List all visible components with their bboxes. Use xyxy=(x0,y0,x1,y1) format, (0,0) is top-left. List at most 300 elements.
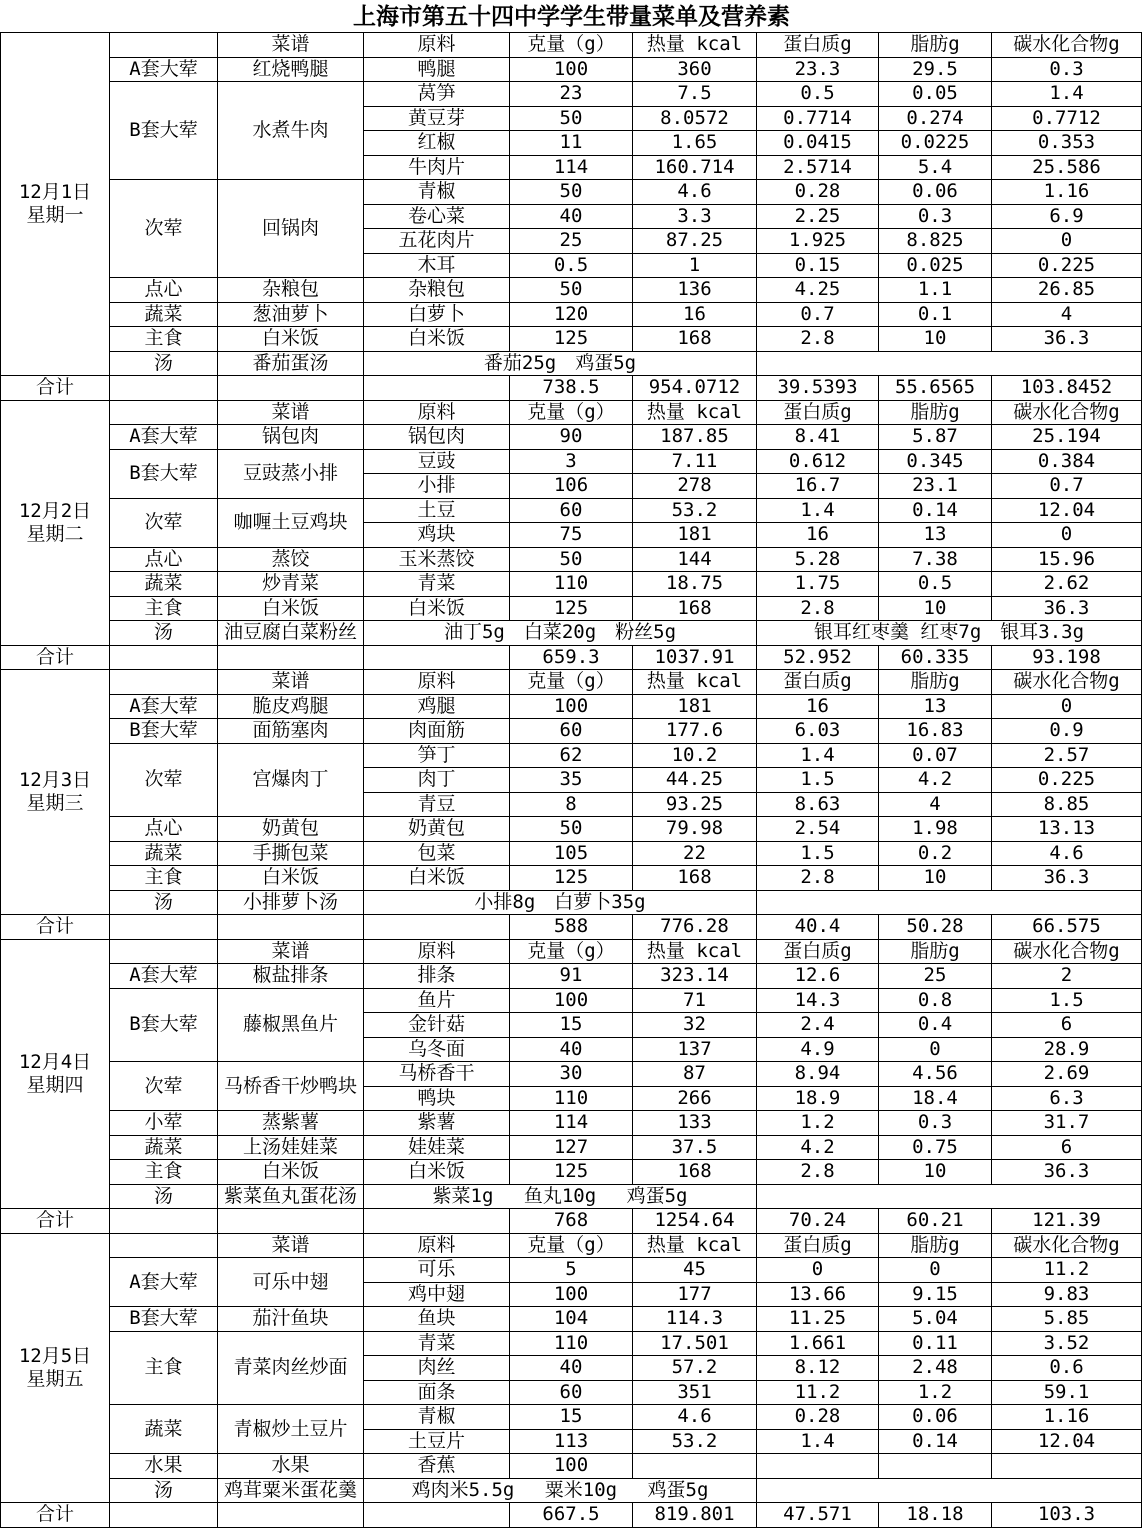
value-cell: 4.9 xyxy=(757,1037,879,1062)
dish-cell: 蒸饺 xyxy=(218,547,364,572)
dish-cell: 蒸紫薯 xyxy=(218,1111,364,1136)
ingredient-cell: 玉米蒸饺 xyxy=(364,547,510,572)
dish-cell: 杂粮包 xyxy=(218,278,364,303)
column-header: 原料 xyxy=(364,400,510,425)
value-cell: 100 xyxy=(510,1454,633,1479)
value-cell: 127 xyxy=(510,1135,633,1160)
value-cell: 1.661 xyxy=(757,1331,879,1356)
ingredient-cell: 鸭腿 xyxy=(364,57,510,82)
value-cell: 6.3 xyxy=(992,1086,1142,1111)
column-header: 热量 kcal xyxy=(633,400,757,425)
column-header: 热量 kcal xyxy=(633,33,757,58)
ingredient-row xyxy=(1,498,1142,523)
soup-category-cell: 汤 xyxy=(110,1478,218,1503)
value-cell: 0 xyxy=(992,523,1142,548)
ingredient-row xyxy=(1,841,1142,866)
value-cell: 60 xyxy=(510,498,633,523)
day-weekday: 星期二 xyxy=(26,522,84,545)
total-label: 合计 xyxy=(1,1503,110,1528)
value-cell: 36.3 xyxy=(992,327,1142,352)
dish-cell: 炒青菜 xyxy=(218,572,364,597)
ingredient-row xyxy=(1,817,1142,842)
value-cell: 278 xyxy=(633,474,757,499)
ingredient-cell: 奶黄包 xyxy=(364,817,510,842)
total-value-cell: 121.39 xyxy=(992,1209,1142,1234)
ingredient-cell: 牛肉片 xyxy=(364,155,510,180)
ingredient-cell: 鱼块 xyxy=(364,1307,510,1332)
total-value-cell: 47.571 xyxy=(757,1503,879,1528)
value-cell: 36.3 xyxy=(992,1160,1142,1185)
ingredient-cell: 鸭块 xyxy=(364,1086,510,1111)
total-value-cell: 103.8452 xyxy=(992,376,1142,401)
value-cell: 114 xyxy=(510,1111,633,1136)
total-label: 合计 xyxy=(1,915,110,940)
value-cell: 8 xyxy=(510,792,633,817)
value-cell: 60 xyxy=(510,719,633,744)
value-cell: 105 xyxy=(510,841,633,866)
value-cell: 0.8 xyxy=(879,988,992,1013)
ingredient-row xyxy=(1,82,1142,107)
ingredient-cell: 白萝卜 xyxy=(364,302,510,327)
total-value-cell: 1254.64 xyxy=(633,1209,757,1234)
ingredient-row xyxy=(1,1405,1142,1430)
value-cell: 10.2 xyxy=(633,743,757,768)
value-cell: 120 xyxy=(510,302,633,327)
value-cell: 0.353 xyxy=(992,131,1142,156)
ingredient-row xyxy=(1,1331,1142,1356)
dish-cell: 白米饭 xyxy=(218,1160,364,1185)
dish-cell: 青菜肉丝炒面 xyxy=(218,1331,364,1405)
dish-cell: 马桥香干炒鸭块 xyxy=(218,1062,364,1111)
value-cell: 160.714 xyxy=(633,155,757,180)
value-cell: 110 xyxy=(510,1086,633,1111)
value-cell: 168 xyxy=(633,327,757,352)
value-cell: 0.274 xyxy=(879,106,992,131)
category-cell: 次荤 xyxy=(110,1062,218,1111)
total-row xyxy=(1,376,1142,401)
day-date: 12月2日 xyxy=(18,499,92,522)
value-cell: 1 xyxy=(633,253,757,278)
total-value-cell: 776.28 xyxy=(633,915,757,940)
column-header: 克量（g） xyxy=(510,670,633,695)
dish-cell: 红烧鸭腿 xyxy=(218,57,364,82)
soup-dish-cell: 紫菜鱼丸蛋花汤 xyxy=(218,1184,364,1209)
day-date-cell xyxy=(1,400,110,645)
blank-cell xyxy=(110,1209,218,1234)
dish-cell: 上汤娃娃菜 xyxy=(218,1135,364,1160)
ingredient-cell: 马桥香干 xyxy=(364,1062,510,1087)
category-cell: A套大荤 xyxy=(110,57,218,82)
value-cell: 16.83 xyxy=(879,719,992,744)
column-header: 菜谱 xyxy=(218,670,364,695)
column-header: 菜谱 xyxy=(218,1233,364,1258)
value-cell: 50 xyxy=(510,278,633,303)
value-cell: 23.3 xyxy=(757,57,879,82)
dish-cell: 白米饭 xyxy=(218,596,364,621)
column-header: 原料 xyxy=(364,1233,510,1258)
value-cell: 125 xyxy=(510,327,633,352)
category-cell: A套大荤 xyxy=(110,1258,218,1307)
value-cell: 0.612 xyxy=(757,449,879,474)
total-value-cell: 18.18 xyxy=(879,1503,992,1528)
column-header: 热量 kcal xyxy=(633,939,757,964)
value-cell: 0.025 xyxy=(879,253,992,278)
value-cell: 60 xyxy=(510,1380,633,1405)
value-cell: 177 xyxy=(633,1282,757,1307)
value-cell: 23 xyxy=(510,82,633,107)
column-header: 热量 kcal xyxy=(633,670,757,695)
value-cell: 0.11 xyxy=(879,1331,992,1356)
category-cell: 蔬菜 xyxy=(110,302,218,327)
value-cell: 40 xyxy=(510,1037,633,1062)
value-cell: 0.3 xyxy=(879,1111,992,1136)
value-cell: 2.69 xyxy=(992,1062,1142,1087)
value-cell: 0.5 xyxy=(757,82,879,107)
value-cell: 125 xyxy=(510,596,633,621)
ingredient-cell: 黄豆芽 xyxy=(364,106,510,131)
category-cell: 蔬菜 xyxy=(110,1135,218,1160)
ingredient-row xyxy=(1,1111,1142,1136)
soup-desc-cell: 紫菜1g 鱼丸10g 鸡蛋5g xyxy=(364,1184,757,1209)
column-header: 原料 xyxy=(364,33,510,58)
ingredient-cell: 肉面筋 xyxy=(364,719,510,744)
category-cell: B套大荤 xyxy=(110,1307,218,1332)
value-cell: 25 xyxy=(879,964,992,989)
value-cell: 100 xyxy=(510,988,633,1013)
total-label: 合计 xyxy=(1,1209,110,1234)
value-cell: 4.6 xyxy=(633,180,757,205)
total-value-cell: 659.3 xyxy=(510,645,633,670)
value-cell: 113 xyxy=(510,1429,633,1454)
column-header: 碳水化合物g xyxy=(992,670,1142,695)
value-cell: 1.16 xyxy=(992,180,1142,205)
value-cell: 14.3 xyxy=(757,988,879,1013)
value-cell: 1.16 xyxy=(992,1405,1142,1430)
ingredient-row xyxy=(1,988,1142,1013)
value-cell: 10 xyxy=(879,1160,992,1185)
value-cell: 0.2 xyxy=(879,841,992,866)
column-header: 蛋白质g xyxy=(757,939,879,964)
category-cell: 点心 xyxy=(110,278,218,303)
ingredient-cell: 紫薯 xyxy=(364,1111,510,1136)
ingredient-cell: 豆豉 xyxy=(364,449,510,474)
total-value-cell: 819.801 xyxy=(633,1503,757,1528)
category-cell: 主食 xyxy=(110,596,218,621)
ingredient-cell: 面条 xyxy=(364,1380,510,1405)
category-cell: 点心 xyxy=(110,817,218,842)
value-cell: 0.225 xyxy=(992,253,1142,278)
ingredient-cell: 青菜 xyxy=(364,1331,510,1356)
value-cell: 181 xyxy=(633,694,757,719)
value-cell: 168 xyxy=(633,866,757,891)
value-cell: 2.4 xyxy=(757,1013,879,1038)
value-cell: 4 xyxy=(879,792,992,817)
blank-cell xyxy=(218,1503,364,1528)
column-header: 碳水化合物g xyxy=(992,939,1142,964)
value-cell: 136 xyxy=(633,278,757,303)
column-header: 蛋白质g xyxy=(757,670,879,695)
value-cell: 93.25 xyxy=(633,792,757,817)
value-cell: 114.3 xyxy=(633,1307,757,1332)
ingredient-row xyxy=(1,866,1142,891)
day-header-row xyxy=(1,1233,1142,1258)
column-header: 蛋白质g xyxy=(757,400,879,425)
value-cell: 16 xyxy=(633,302,757,327)
value-cell: 22 xyxy=(633,841,757,866)
value-cell: 11 xyxy=(510,131,633,156)
value-cell: 2.48 xyxy=(879,1356,992,1381)
value-cell: 36.3 xyxy=(992,866,1142,891)
ingredient-row xyxy=(1,278,1142,303)
value-cell: 114 xyxy=(510,155,633,180)
column-header: 脂肪g xyxy=(879,1233,992,1258)
value-cell: 323.14 xyxy=(633,964,757,989)
value-cell: 1.5 xyxy=(992,988,1142,1013)
ingredient-cell: 小排 xyxy=(364,474,510,499)
value-cell: 1.2 xyxy=(879,1380,992,1405)
value-cell: 144 xyxy=(633,547,757,572)
ingredient-row xyxy=(1,1258,1142,1283)
ingredient-cell: 乌冬面 xyxy=(364,1037,510,1062)
category-cell: 蔬菜 xyxy=(110,1405,218,1454)
value-cell: 2.8 xyxy=(757,1160,879,1185)
total-value-cell: 52.952 xyxy=(757,645,879,670)
value-cell: 1.98 xyxy=(879,817,992,842)
category-cell: 次荤 xyxy=(110,743,218,817)
soup-category-cell: 汤 xyxy=(110,1184,218,1209)
value-cell: 10 xyxy=(879,596,992,621)
value-cell: 5.85 xyxy=(992,1307,1142,1332)
column-header: 热量 kcal xyxy=(633,1233,757,1258)
column-header: 脂肪g xyxy=(879,400,992,425)
column-header: 菜谱 xyxy=(218,939,364,964)
soup-desc-cell: 小排8g 白萝卜35g xyxy=(364,890,757,915)
category-cell: 点心 xyxy=(110,547,218,572)
value-cell: 100 xyxy=(510,57,633,82)
category-header-cell xyxy=(110,1233,218,1258)
value-cell: 5 xyxy=(510,1258,633,1283)
total-value-cell: 70.24 xyxy=(757,1209,879,1234)
blank-cell xyxy=(110,376,218,401)
soup-desc2-cell: 银耳红枣羹 红枣7g 银耳3.3g xyxy=(757,621,1142,646)
category-cell: 蔬菜 xyxy=(110,572,218,597)
dish-cell: 白米饭 xyxy=(218,327,364,352)
category-cell: B套大荤 xyxy=(110,82,218,180)
ingredient-cell: 白米饭 xyxy=(364,327,510,352)
total-value-cell: 954.0712 xyxy=(633,376,757,401)
day-date-cell xyxy=(1,33,110,376)
ingredient-row xyxy=(1,964,1142,989)
value-cell: 2.8 xyxy=(757,866,879,891)
day-weekday: 星期一 xyxy=(26,204,84,226)
value-cell: 100 xyxy=(510,694,633,719)
value-cell: 18.4 xyxy=(879,1086,992,1111)
ingredient-cell: 鸡块 xyxy=(364,523,510,548)
menu-nutrition-table xyxy=(0,32,1142,1528)
total-value-cell: 39.5393 xyxy=(757,376,879,401)
day-date: 12月5日 xyxy=(18,1344,92,1367)
ingredient-cell: 肉丝 xyxy=(364,1356,510,1381)
value-cell: 5.28 xyxy=(757,547,879,572)
value-cell: 1.4 xyxy=(757,743,879,768)
value-cell: 11.25 xyxy=(757,1307,879,1332)
value-cell: 4.25 xyxy=(757,278,879,303)
day-header-row xyxy=(1,33,1142,58)
column-header: 克量（g） xyxy=(510,1233,633,1258)
value-cell: 1.65 xyxy=(633,131,757,156)
value-cell: 4.56 xyxy=(879,1062,992,1087)
value-cell: 0.28 xyxy=(757,180,879,205)
category-cell: 次荤 xyxy=(110,498,218,547)
value-cell: 8.94 xyxy=(757,1062,879,1087)
day-header-row xyxy=(1,939,1142,964)
total-value-cell: 768 xyxy=(510,1209,633,1234)
category-header-cell xyxy=(110,33,218,58)
value-cell: 45 xyxy=(633,1258,757,1283)
value-cell: 4 xyxy=(992,302,1142,327)
ingredient-cell: 排条 xyxy=(364,964,510,989)
value-cell: 187.85 xyxy=(633,425,757,450)
value-cell: 26.85 xyxy=(992,278,1142,303)
value-cell: 137 xyxy=(633,1037,757,1062)
value-cell: 6 xyxy=(992,1135,1142,1160)
value-cell: 0.7 xyxy=(757,302,879,327)
ingredient-cell: 香蕉 xyxy=(364,1454,510,1479)
value-cell: 1.4 xyxy=(757,1429,879,1454)
value-cell: 2.5714 xyxy=(757,155,879,180)
column-header: 脂肪g xyxy=(879,670,992,695)
value-cell: 75 xyxy=(510,523,633,548)
value-cell: 87 xyxy=(633,1062,757,1087)
value-cell: 0.5 xyxy=(879,572,992,597)
value-cell: 32 xyxy=(633,1013,757,1038)
value-cell: 1.4 xyxy=(757,498,879,523)
value-cell: 9.15 xyxy=(879,1282,992,1307)
value-cell: 0.5 xyxy=(510,253,633,278)
value-cell: 0.07 xyxy=(879,743,992,768)
dish-cell: 脆皮鸡腿 xyxy=(218,694,364,719)
value-cell: 28.9 xyxy=(992,1037,1142,1062)
soup-dish-cell: 油豆腐白菜粉丝 xyxy=(218,621,364,646)
value-cell: 13 xyxy=(879,694,992,719)
value-cell: 0.14 xyxy=(879,498,992,523)
value-cell: 37.5 xyxy=(633,1135,757,1160)
day-date: 12月3日 xyxy=(18,769,92,791)
soup-dish-cell: 鸡茸粟米蛋花羹 xyxy=(218,1478,364,1503)
value-cell: 10 xyxy=(879,866,992,891)
dish-cell: 椒盐排条 xyxy=(218,964,364,989)
value-cell: 0.7 xyxy=(992,474,1142,499)
value-cell: 91 xyxy=(510,964,633,989)
total-row xyxy=(1,1209,1142,1234)
soup-row xyxy=(1,621,1142,646)
column-header: 原料 xyxy=(364,670,510,695)
ingredient-row xyxy=(1,449,1142,474)
value-cell: 23.1 xyxy=(879,474,992,499)
value-cell: 0.225 xyxy=(992,768,1142,793)
ingredient-row xyxy=(1,572,1142,597)
dish-cell: 锅包肉 xyxy=(218,425,364,450)
ingredient-cell: 白米饭 xyxy=(364,1160,510,1185)
column-header: 碳水化合物g xyxy=(992,1233,1142,1258)
value-cell: 0.345 xyxy=(879,449,992,474)
value-cell: 168 xyxy=(633,1160,757,1185)
ingredient-cell: 杂粮包 xyxy=(364,278,510,303)
dish-cell: 咖喱土豆鸡块 xyxy=(218,498,364,547)
value-cell: 87.25 xyxy=(633,229,757,254)
column-header: 菜谱 xyxy=(218,400,364,425)
value-cell: 0 xyxy=(757,1258,879,1283)
value-cell: 1.5 xyxy=(757,768,879,793)
day-date-cell xyxy=(1,670,110,915)
value-cell: 0.6 xyxy=(992,1356,1142,1381)
value-cell: 0.4 xyxy=(879,1013,992,1038)
value-cell: 0.7712 xyxy=(992,106,1142,131)
value-cell: 351 xyxy=(633,1380,757,1405)
value-cell: 44.25 xyxy=(633,768,757,793)
soup-row xyxy=(1,1478,1142,1503)
ingredient-cell: 鸡中翅 xyxy=(364,1282,510,1307)
value-cell: 5.87 xyxy=(879,425,992,450)
blank-cell xyxy=(364,1503,510,1528)
value-cell: 0.9 xyxy=(992,719,1142,744)
value-cell: 0.14 xyxy=(879,1429,992,1454)
value-cell: 12.04 xyxy=(992,498,1142,523)
dish-cell: 青椒炒土豆片 xyxy=(218,1405,364,1454)
ingredient-row xyxy=(1,694,1142,719)
value-cell: 106 xyxy=(510,474,633,499)
category-cell: A套大荤 xyxy=(110,964,218,989)
ingredient-cell: 五花肉片 xyxy=(364,229,510,254)
day-weekday: 星期五 xyxy=(26,1367,84,1390)
value-cell: 8.12 xyxy=(757,1356,879,1381)
value-cell: 5.4 xyxy=(879,155,992,180)
value-cell: 0.05 xyxy=(879,82,992,107)
value-cell: 0 xyxy=(992,229,1142,254)
value-cell: 40 xyxy=(510,204,633,229)
category-cell: A套大荤 xyxy=(110,425,218,450)
category-cell: 主食 xyxy=(110,1331,218,1405)
ingredient-row xyxy=(1,719,1142,744)
value-cell: 13 xyxy=(879,523,992,548)
soup-desc2-cell xyxy=(757,1184,1142,1209)
soup-desc-cell: 油丁5g 白菜20g 粉丝5g xyxy=(364,621,757,646)
blank-cell xyxy=(110,645,218,670)
value-cell: 104 xyxy=(510,1307,633,1332)
value-cell: 4.6 xyxy=(633,1405,757,1430)
total-value-cell: 103.3 xyxy=(992,1503,1142,1528)
category-cell: A套大荤 xyxy=(110,694,218,719)
value-cell: 18.75 xyxy=(633,572,757,597)
value-cell: 35 xyxy=(510,768,633,793)
value-cell: 8.41 xyxy=(757,425,879,450)
ingredient-cell: 鸡腿 xyxy=(364,694,510,719)
value-cell: 110 xyxy=(510,1331,633,1356)
value-cell: 2.62 xyxy=(992,572,1142,597)
dish-cell: 手撕包菜 xyxy=(218,841,364,866)
ingredient-row xyxy=(1,57,1142,82)
value-cell: 0.3 xyxy=(992,57,1142,82)
total-value-cell: 738.5 xyxy=(510,376,633,401)
dish-cell: 水煮牛肉 xyxy=(218,82,364,180)
ingredient-row xyxy=(1,1135,1142,1160)
total-row xyxy=(1,1503,1142,1528)
value-cell: 0.3 xyxy=(879,204,992,229)
value-cell: 2.8 xyxy=(757,596,879,621)
value-cell: 6.9 xyxy=(992,204,1142,229)
value-cell: 15.96 xyxy=(992,547,1142,572)
total-value-cell: 93.198 xyxy=(992,645,1142,670)
